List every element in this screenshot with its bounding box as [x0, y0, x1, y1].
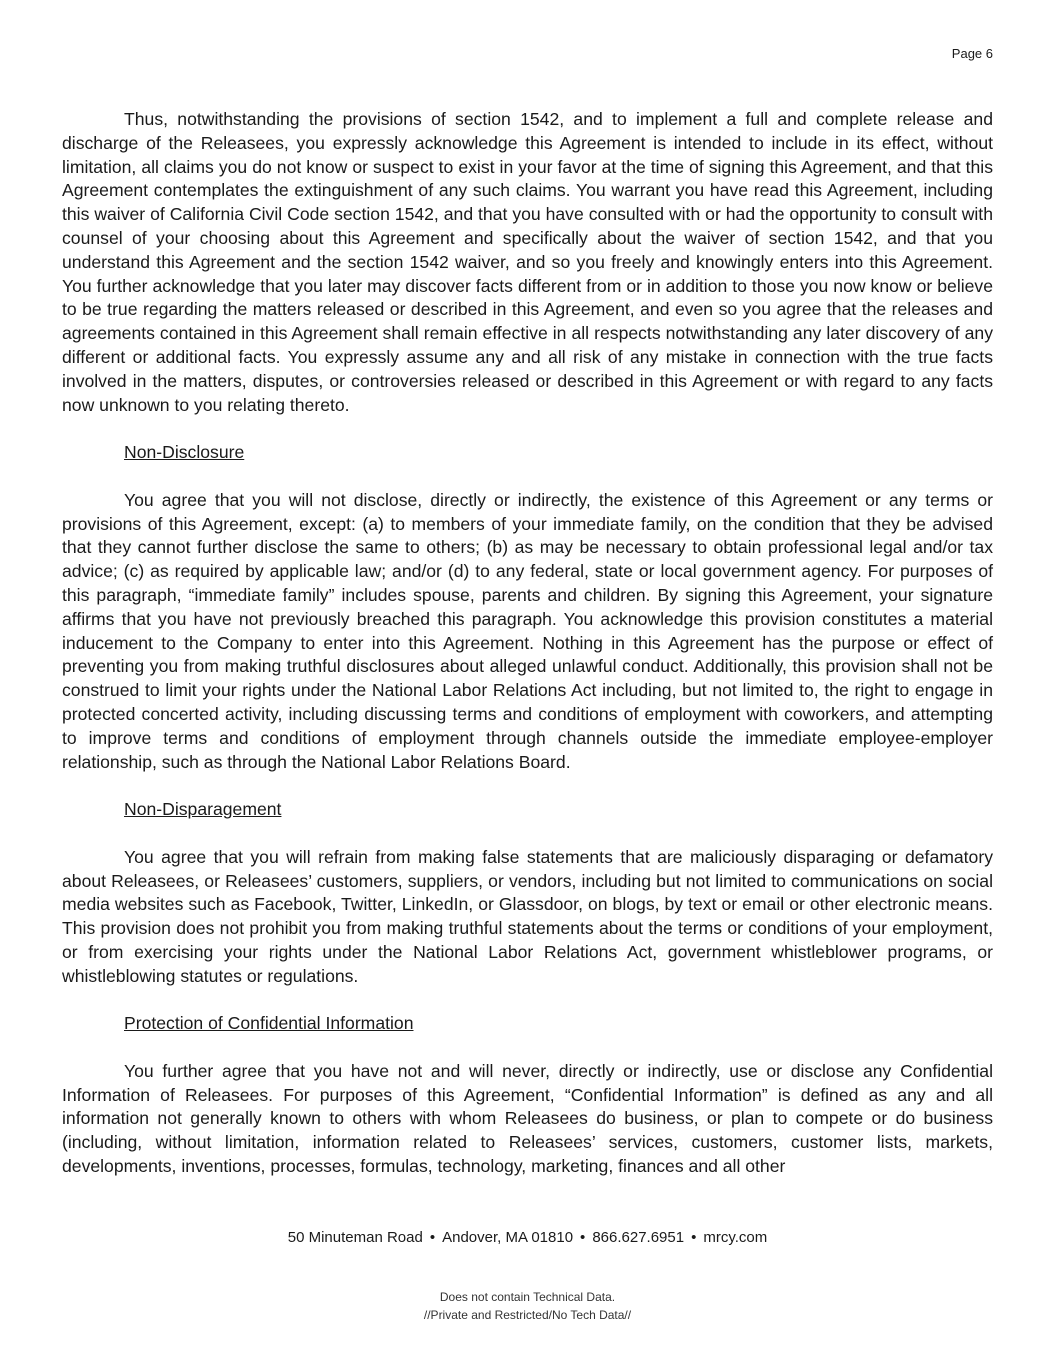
non-disparagement-heading: Non-Disparagement [124, 799, 282, 820]
footer-street: 50 Minuteman Road [287, 1229, 423, 1246]
footer-city: Andover, MA 01810 [442, 1229, 574, 1246]
footer-address [0, 1229, 1055, 1246]
footer-website: mrcy.com [703, 1229, 768, 1246]
non-disclosure-heading: Non-Disclosure [124, 442, 245, 463]
technical-data-marking: Does not contain Technical Data. [439, 1290, 616, 1304]
footer-separator: • [580, 1229, 586, 1246]
non-disparagement-paragraph: You agree that you will refrain from making false statements that are maliciously disparaging or defamatory about Releasees, or Releasees’ customers, suppliers, or vendors, including but not limited to communications on social media websites such as Facebook, Twitter, LinkedIn, or Glassdoor, on blogs, by text or email or other electronic means. This provision does not prohibit you from making truthful statements about the terms or conditions of your employment, or from exercising your rights under the National Labor Relations Act, government whistleblower programs, or whistleblowing statutes or regulations. [62, 846, 993, 986]
confidential-information-heading: Protection of Confidential Information [124, 1013, 414, 1034]
footer-separator: • [429, 1229, 436, 1246]
restriction-marking: //Private and Restricted/No Tech Data// [423, 1308, 632, 1322]
release-waiver-paragraph: Thus, notwithstanding the provisions of section 1542, and to implement a full and complete release and discharge of the Releasees, you expressly acknowledge this Agreement is intended to include in its effect, without limitation, all claims you do not know or suspect to exist in your favor at the time of signing this Agreement, and that this Agreement contemplates the extinguishment of any such claims. You warrant you have read this Agreement, including this waiver of California Civil Code section 1542, and that you have consulted with or had the opportunity to consult with counsel of your choosing about this Agreement and specifically about the waiver of section 1542, and that you understand this Agreement and the section 1542 waiver, and so you freely and knowingly enters into this Agreement. You further acknowledge that you later may discover facts different from or in addition to those you now know or believe to be true regarding the matters released or described in this Agreement, and even so you agree that the releases and agreements contained in this Agreement shall remain effective in all respects notwithstanding any later discovery of any different or additional facts. You expressly assume any and all risk of any mistake in connection with the true facts involved in the matters, disputes, or controversies released or described in this Agreement or with regard to any facts now unknown to you relating thereto. [62, 109, 993, 415]
footer-separator: • [691, 1229, 697, 1246]
footer-phone: 866.627.6951 [592, 1229, 685, 1246]
confidential-information-paragraph: You further agree that you have not and will never, directly or indirectly, use or disclose any Confidential Information of Releasees. For purposes of this Agreement, “Confidential Information” is defined as any and all information not generally known to others with whom Releasees do business, or plan to compete or do business (including, without limitation, information related to Releasees’ services, customers, customer lists, markets, developments, inventions, processes, formulas, technology, marketing, finances and all other [62, 1060, 993, 1177]
non-disclosure-paragraph: You agree that you will not disclose, directly or indirectly, the existence of this Agreement or any terms or provisions of this Agreement, except: (a) to members of your immediate family, on the condition that they be advised that they cannot further disclose the same to others; (b) as may be necessary to obtain professional legal and/or tax advice; (c) as required by applicable law; and/or (d) to any federal, state or local government agency. For purposes of this paragraph, “immediate family” includes spouse, parents and children. By signing this Agreement, your signature affirms that you have not previously breached this paragraph. You acknowledge this provision constitutes a material inducement to the Company to enter into this Agreement. Nothing in this Agreement has the purpose or effect of preventing you from making truthful disclosures about alleged unlawful conduct. Additionally, this provision shall not be construed to limit your rights under the National Labor Relations Act including, but not limited to, the right to engage in protected concerted activity, including discussing terms and conditions of employment with coworkers, and attempting to improve terms and conditions of employment through channels outside the immediate employee-employer relationship, such as through the National Labor Relations Board. [62, 489, 993, 772]
page-number: Page 6 [951, 46, 993, 61]
document-body [62, 108, 993, 1179]
